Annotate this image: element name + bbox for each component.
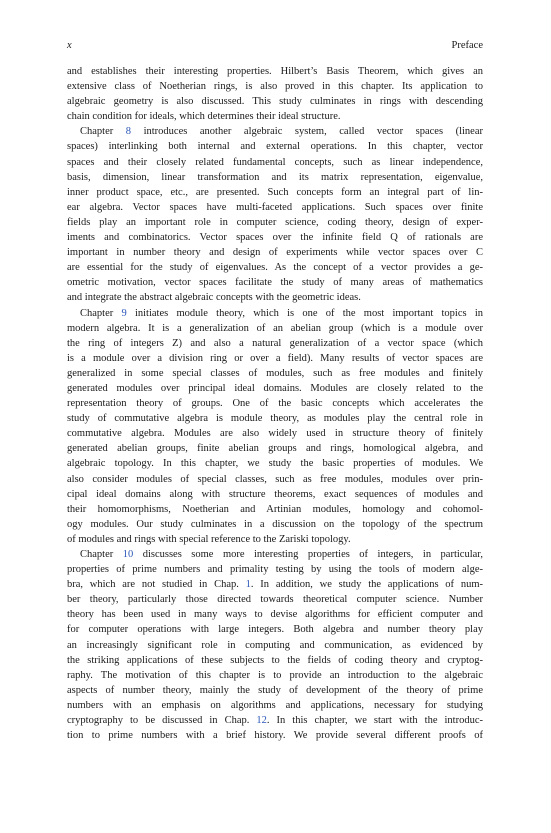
text-run: the striking applications of these subjects to the fields of coding theory and cryptog- (67, 654, 483, 666)
text-line (67, 653, 483, 668)
text-run: spaces and their closely related fundamental concepts, such as linear independence, (67, 156, 483, 168)
text-run: and integrate the abstract algebraic concepts with the geometric ideas. (67, 292, 361, 304)
text-run: is a module over a division ring or over a field). Many results of vector spaces are (67, 352, 483, 364)
text-line (67, 260, 483, 275)
text-run: modern algebra. It is a generalization of an abelian group (which is a module over (67, 322, 483, 334)
text-run: ometric motivation, vector spaces facilitate the study of many areas of mathematics (67, 277, 483, 289)
text-run: generalized in some special classes of modules, such as free modules and finitely (67, 367, 483, 379)
text-line (67, 547, 483, 562)
text-line (67, 502, 483, 517)
text-run: spaces) interlinking both internal and external operations. In this chapter, vector (67, 141, 483, 153)
text-line (67, 577, 483, 592)
text-line (67, 426, 483, 441)
text-run: fields play an important role in computer science, coding theory, design of exper- (67, 216, 483, 228)
text-line (67, 607, 483, 622)
page-number: x (67, 40, 72, 51)
text-run: are essential for the study of eigenvalues. As the concept of a vector provides a ge- (67, 262, 483, 274)
text-line (67, 230, 483, 245)
text-line (67, 185, 483, 200)
text-run: discusses some more interesting properties of integers, in particular, (133, 549, 483, 560)
text-run: ber theory, particularly those directed towards theoretical computer science. Number (67, 594, 483, 606)
chapter-link[interactable]: 1 (245, 579, 251, 591)
text-run: cipal ideal domains along with structure theorems, exact sequences of modules and (67, 488, 483, 500)
text-line (67, 668, 483, 683)
text-run: properties of prime numbers and primality testing by using the tools of modern alge- (67, 564, 483, 576)
text-run: generated modules over principal ideal domains. Modules are closely related to the (67, 382, 483, 394)
text-line (67, 215, 483, 230)
text-run: theory has been used in many ways to devise algorithms for efficient computer and (67, 609, 483, 621)
text-run: representation theory of groups. One of the basic concepts which accelerates the (67, 398, 483, 410)
text-line (67, 532, 483, 547)
text-run: of modules and rings with special reference to the Zariski topology. (67, 533, 351, 545)
text-run: chain condition for ideals, which determines their ideal structure. (67, 111, 341, 123)
text-line (67, 622, 483, 637)
text-line (67, 94, 483, 109)
text-line (67, 139, 483, 154)
text-line (67, 683, 483, 698)
text-run: bra, which are not studied in Chap. (67, 579, 246, 591)
text-line (67, 64, 483, 79)
text-run: study of commutative algebra is module theory, as modules play the central role in (67, 413, 483, 425)
text-run: algebraic topology. In this chapter, we study the basic properties of modules. We (67, 458, 483, 470)
text-run: also consider modules of special classes, such as free modules, modules over prin- (67, 473, 483, 485)
text-run: initiates module theory, which is one of the most important topics in (126, 307, 483, 319)
text-line (67, 351, 483, 366)
text-line (67, 290, 483, 305)
running-head (67, 39, 483, 52)
text-line (67, 713, 483, 728)
text-line (67, 592, 483, 607)
text-run: basis, dimension, linear transformation and its matrix representation, eigenvalue, (67, 171, 483, 183)
text-run: and establishes their interesting properties. Hilbert’s Basis Theorem, which gives an (67, 66, 483, 77)
text-run: cryptography to be discussed in Chap. (67, 715, 257, 727)
text-run: introduces another algebraic system, called vector spaces (linear (131, 126, 483, 138)
text-line (67, 381, 483, 396)
text-line (67, 79, 483, 94)
text-line (67, 562, 483, 577)
text-run: for computer operations with large integers. Both algebra and number theory play (67, 624, 483, 636)
text-line (67, 200, 483, 215)
chapter-link[interactable]: 12 (256, 715, 267, 727)
text-run: ear algebra. Vector spaces have multi-faceted applications. Such spaces over finite (67, 201, 483, 213)
running-title: Preface (451, 40, 483, 51)
text-line (67, 306, 483, 321)
text-line (67, 275, 483, 290)
text-run: raphy. The motivation of this chapter is to provide an introduction to the algebraic (67, 669, 483, 681)
text-line (67, 456, 483, 471)
text-line (67, 472, 483, 487)
chapter-link[interactable]: 9 (121, 307, 127, 319)
text-run: Chapter (80, 307, 122, 319)
text-run: Chapter (80, 126, 126, 138)
text-line (67, 396, 483, 411)
text-run: aspects of number theory, mainly the study of development of the theory of prime (67, 684, 483, 696)
text-line (67, 698, 483, 713)
text-run: extensive class of Noetherian rings, is also proved in this chapter. Its application to (67, 81, 483, 93)
text-line (67, 638, 483, 653)
text-line (67, 245, 483, 260)
chapter-link[interactable]: 8 (125, 126, 132, 138)
text-run: iments and combinatorics. Vector spaces over the infinite field Q of rationals are (67, 232, 483, 244)
text-line (67, 321, 483, 336)
text-line (67, 728, 483, 743)
text-run: tion to prime numbers with a brief history. We provide several different proofs of (67, 730, 483, 742)
text-line (67, 441, 483, 456)
text-line (67, 366, 483, 381)
body-text (67, 64, 483, 743)
text-run: . In this chapter, we start with the introduc- (266, 715, 483, 727)
text-line (67, 487, 483, 502)
text-run: Chapter (80, 549, 123, 560)
text-run: commutative algebra. Modules are also widely used in structure theory of finitely (67, 428, 483, 440)
text-run: the ring of integers Z) and also a natural generalization of a vector space (which (67, 337, 483, 349)
text-line (67, 411, 483, 426)
text-line (67, 155, 483, 170)
text-run: ogy modules. Our study culminates in a discussion on the topology of the spectrum (67, 518, 483, 530)
text-run: inner product space, etc., are presented. Such concepts form an integral part of lin- (67, 186, 483, 198)
text-line (67, 124, 483, 139)
text-run: algebraic geometry is also discussed. This study culminates in rings with descending (67, 96, 483, 108)
text-run: their homomorphisms, Noetherian and Artinian modules, homology and cohomol- (67, 503, 483, 515)
text-line (67, 336, 483, 351)
text-run: important in number theory and design of experiments while vector spaces over C (67, 247, 483, 259)
chapter-link[interactable]: 10 (122, 549, 134, 560)
text-run: an increasingly significant role in computing and communication, as evidenced by (67, 639, 483, 651)
text-line (67, 109, 483, 124)
text-run: numbers with an emphasis on algorithms and applications, necessary for studying (67, 699, 483, 711)
text-line (67, 170, 483, 185)
text-run: generated abelian groups, finite abelian groups and rings, homological algebra, and (67, 443, 483, 455)
text-line (67, 517, 483, 532)
text-run: . In addition, we study the applications of num- (250, 579, 483, 591)
